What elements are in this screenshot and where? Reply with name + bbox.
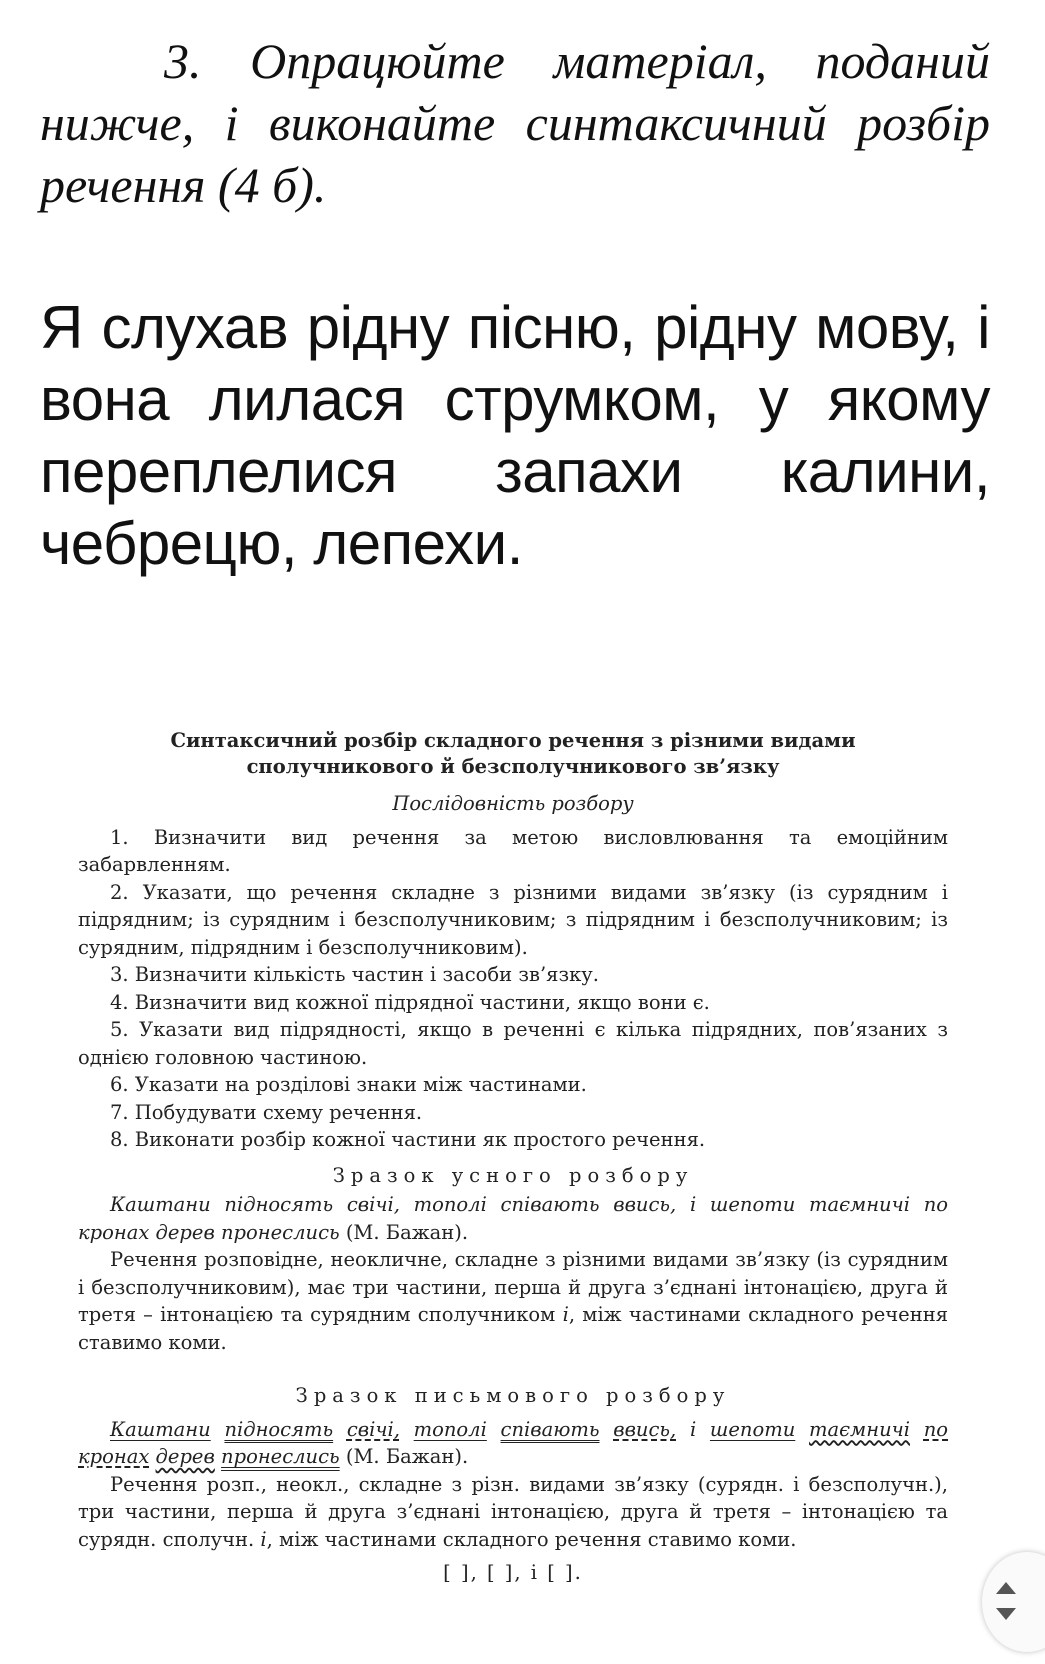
oral-sample-analysis — [78, 1246, 948, 1356]
chevron-up-icon[interactable] — [996, 1582, 1016, 1594]
adverbial-word: ввись, — [613, 1417, 677, 1441]
sentence-scheme: [ ], [ ], і [ ]. — [443, 1561, 583, 1584]
oral-example-text: Каштани підносять свічі, тополі співають ввись, і шепоти таємничі по кронах дерев пронеслись — [78, 1193, 948, 1244]
reference-title: Синтаксичний розбір складного речення з різними видами сполучникового й безсполучникового зв’язку — [170, 729, 856, 778]
chevron-down-icon[interactable] — [996, 1608, 1016, 1620]
attribute-word: дерев — [155, 1445, 215, 1468]
written-analysis-tail: , між частинами складного речення ставимо коми. — [266, 1527, 797, 1551]
oral-analysis-conj: і — [562, 1303, 569, 1326]
subject-word: шепоти — [709, 1417, 796, 1441]
written-sample-heading: Зразок письмового розбору — [295, 1384, 731, 1407]
analysis-steps — [78, 824, 948, 1154]
written-sample-analysis — [78, 1471, 948, 1554]
written-analysis-text: Речення розп., неокл., складне з різн. видами зв’язку (сурядн. і безсполучн.), три частини, перша й друга з’єднані інтонацією, друга й третя – інтонацією та сурядн. сполучн. — [78, 1472, 948, 1551]
predicate-word: пронеслись — [221, 1445, 340, 1468]
step-item: 8. Виконати розбір кожної частини як простого речення. — [110, 1128, 706, 1151]
predicate-word: підносять — [224, 1417, 334, 1441]
step-item: 2. Указати, що речення складне з різними видами зв’язку (із сурядним і підрядним; із сурядним і безсполучниковим; з підрядним і безсполучниковим; із сурядним, підрядним і безсполучниковим). — [78, 880, 948, 959]
step-item: 5. Указати вид підрядності, якщо в реченні є кілька підрядних, пов’язаних з однією головною частиною. — [78, 1018, 948, 1069]
reference-excerpt — [78, 728, 948, 1587]
step-item: 3. Визначити кількість частин і засоби зв’язку. — [110, 963, 599, 986]
task-heading: 3. Опрацюйте матеріал, поданий нижче, і виконайте синтаксичний розбір речення (4 б). — [40, 33, 990, 213]
adverbial-word: по кронах — [78, 1417, 949, 1468]
oral-example-author: (М. Бажан). — [345, 1220, 469, 1244]
step-item: 1. Визначити вид речення за метою висловлювання та емоційним забарвленням. — [78, 825, 948, 876]
object-word: свічі, — [346, 1417, 400, 1441]
written-sample-example — [78, 1416, 948, 1471]
sentence-to-analyze: Я слухав рідну пісню, рідну мову, і вона лилася струмком, у якому переплелися запахи калини, чебрецю, лепехи. — [40, 294, 990, 577]
step-item: 4. Визначити вид кожної підрядної частини, якщо вони є. — [110, 990, 710, 1014]
oral-sample-example — [78, 1191, 948, 1246]
written-sample — [78, 1416, 948, 1587]
subject-word: Каштани — [110, 1417, 211, 1441]
oral-analysis-tail: , між частинами складного речення ставимо коми. — [78, 1303, 948, 1354]
attribute-word: таємничі — [809, 1417, 910, 1441]
step-item: 7. Побудувати схему речення. — [110, 1100, 423, 1124]
oral-analysis-text: Речення розповідне, неокличне, складне з різними видами зв’язку (із сурядним і безсполучниковим), має три частини, перша й друга з’єднані інтонацією, друга й третя – інтонацією та сурядним сполучником — [78, 1248, 948, 1326]
scroll-control[interactable] — [982, 1552, 1045, 1652]
predicate-word: співають — [500, 1417, 600, 1441]
subject-word: тополі — [413, 1417, 487, 1441]
step-item: 6. Указати на розділові знаки між частинами. — [110, 1073, 587, 1096]
written-example-author: (М. Бажан). — [345, 1445, 469, 1468]
oral-sample-heading: Зразок усного розбору — [332, 1163, 694, 1187]
conjunction-word: і — [689, 1417, 697, 1441]
reference-subtitle: Послідовність розбору — [392, 792, 634, 815]
written-analysis-conj: і — [260, 1527, 267, 1551]
